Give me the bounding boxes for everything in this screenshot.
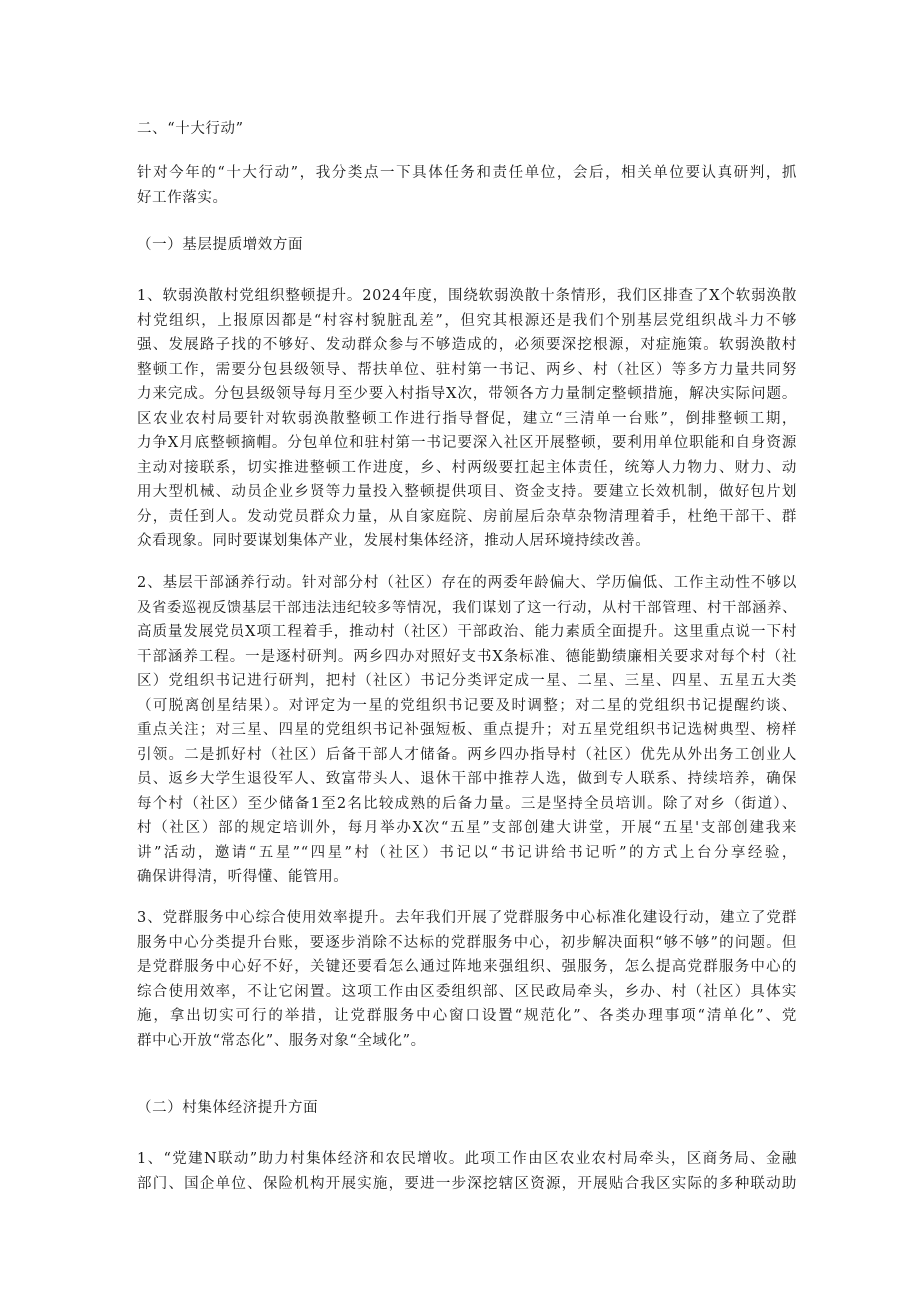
text-line: 1、软弱涣散村党组织整顿提升。2024年度，围绕软弱涣散十条情形，我们区排查了X个软弱涣散: [137, 288, 797, 304]
text-line: 强、发展路子找的不够好、发动群众参与不够造成的，必须要深挖根源，对症施策。软弱涣散村: [137, 337, 797, 353]
text-line: 讲”活动，邀请“五星”“四星”村（社区）书记以“书记讲给书记听”的方式上台分享经验，: [137, 844, 797, 861]
text-line: 高质量发展党员X项工程着手，推动村（社区）干部政治、能力素质全面提升。这里重点说一下村: [137, 624, 797, 640]
section-title: 二、“十大行动”: [137, 121, 244, 137]
text-line: 及省委巡视反馈基层干部违法违纪较多等情况，我们谋划了这一行动，从村干部管理、村干部涵养、: [137, 599, 797, 616]
paragraph-item-2: [137, 571, 797, 890]
paragraph-item-4: [137, 1147, 797, 1196]
text-line: （可脱离创星结果）。对评定为一星的党组织书记要及时调整；对二星的党组织书记提醒约谈、: [137, 697, 797, 714]
text-line: 针对今年的“十大行动”，我分类点一下具体任务和责任单位，会后，相关单位要认真研判，抓: [137, 165, 797, 181]
paragraph-item-1: [137, 284, 797, 554]
text-line: 力来完成。分包县级领导每月至少要入村指导X次，带领各方力量制定整顿措施，解决实际问题。: [137, 386, 797, 402]
text-line: 主动对接联系，切实推进整顿工作进度，乡、村两级要扛起主体责任，统筹人力物力、财力、动: [137, 459, 797, 476]
text-line: 用大型机械、动员企业乡贤等力量投入整顿提供项目、资金支持。要建立长效机制，做好包片划: [137, 484, 797, 500]
text-line: 重点关注；对三星、四星的党组织书记补强短板、重点提升；对五星党组织书记选树典型、榜样: [137, 722, 797, 738]
text-line: 整顿工作，需要分包县级领导、帮扶单位、驻村第一书记、两乡、村（社区）等多方力量共同努: [137, 361, 797, 378]
text-line: 1、“党建N联动”助力村集体经济和农民增收。此项工作由区农业农村局牵头，区商务局、金融: [137, 1151, 797, 1167]
text-line: 区）党组织书记进行研判，把村（社区）书记分类评定成一星、二星、三星、四星、五星五大类: [137, 673, 797, 689]
text-line: 群中心开放“常态化”、服务对象“全域化”。: [137, 1032, 426, 1049]
text-line: 干部涵养工程。一是逐村研判。两乡四办对照好支书X条标准、德能勤绩廉相关要求对每个村（社: [137, 648, 797, 665]
text-line: 区农业农村局要针对软弱涣散整顿工作进行指导督促，建立“三清单一台账”，倒排整顿工期，: [137, 410, 797, 427]
text-line: 村（社区）部的规定培训外，每月举办X次“五星”支部创建大讲堂，开展“五星'支部创建我来: [137, 820, 797, 836]
text-line: 好工作落实。: [137, 189, 228, 206]
text-line: 3、党群服务中心综合使用效率提升。去年我们开展了党群服务中心标准化建设行动，建立了党群: [137, 910, 797, 926]
text-line: 2、基层干部涵养行动。针对部分村（社区）存在的两委年龄偏大、学历偏低、工作主动性不够以: [137, 575, 797, 591]
subsection-title-1: （一）基层提质增效方面: [137, 237, 304, 253]
text-line: 力争X月底整顿摘帽。分包单位和驻村第一书记要深入社区开展整顿，要利用单位职能和自身资源: [137, 435, 797, 451]
text-line: 部门、国企单位、保险机构开展实施，要进一步深挖辖区资源，开展贴合我区实际的多种联动助: [137, 1175, 797, 1192]
text-line: 员、返乡大学生退役军人、致富带头人、退休干部中推荐人选，做到专人联系、持续培养，确保: [137, 771, 797, 787]
text-line: 每个村（社区）至少储备1至2名比较成熟的后备力量。三是坚持全员培训。除了对乡（街道）、: [137, 795, 797, 812]
text-line: 服务中心分类提升台账，要逐步消除不达标的党群服务中心，初步解决面积“够不够”的问题。但: [137, 934, 797, 951]
text-line: 是党群服务中心好不好，关键还要看怎么通过阵地来强组织、强服务，怎么提高党群服务中心的: [137, 959, 797, 975]
text-line: 施，拿出切实可行的举措，让党群服务中心窗口设置“规范化”、各类办理事项“清单化”、党: [137, 1008, 797, 1024]
text-line: 综合使用效率，不让它闲置。这项工作由区委组织部、区民政局牵头，乡办、村（社区）具体实: [137, 983, 797, 1000]
subsection-title-2: （二）村集体经济提升方面: [137, 1100, 319, 1116]
text-line: 确保讲得清，听得懂、能管用。: [137, 869, 349, 885]
text-line: 引领。二是抓好村（社区）后备干部人才储备。两乡四办指导村（社区）优先从外出务工创业人: [137, 746, 797, 763]
text-line: 分，责任到人。发动党员群众力量，从自家庭院、房前屋后杂草杂物清理着手，杜绝干部干、群: [137, 508, 797, 525]
text-line: 村党组织，上报原因都是“村容村貌脏乱差”，但究其根源还是我们个别基层党组织战斗力不够: [137, 312, 797, 329]
text-line: 众看现象。同时要谋划集体产业，发展村集体经济，推动人居环境持续改善。: [137, 533, 651, 549]
intro-paragraph: [137, 161, 797, 210]
paragraph-item-3: [137, 906, 797, 1053]
